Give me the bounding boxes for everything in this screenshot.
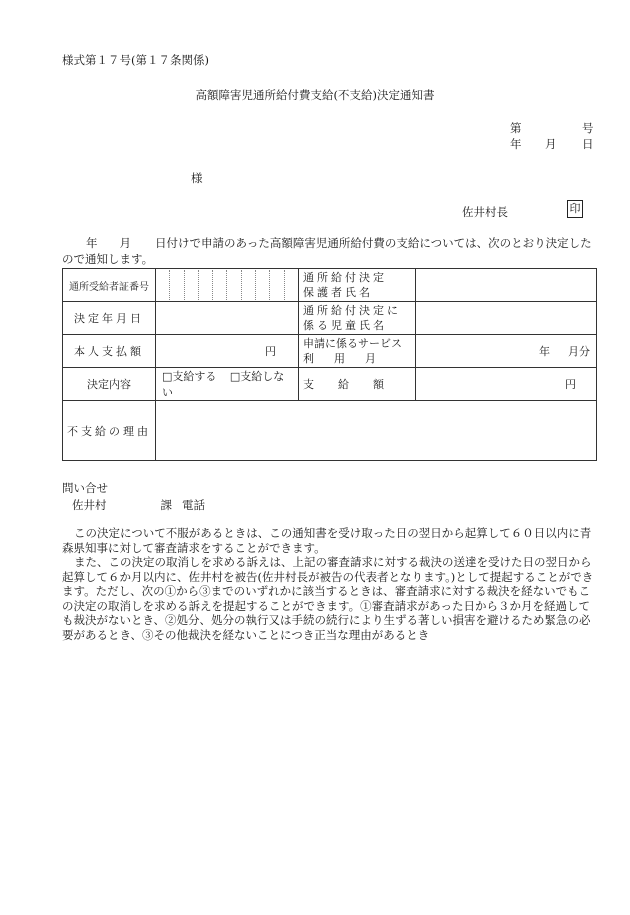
decision-options (156, 368, 299, 401)
issuer-name: 佐井村長 (462, 205, 508, 219)
inquiry-title: 問い合せ (62, 481, 108, 495)
service-month-field[interactable]: 年 月分 (416, 335, 597, 368)
appeal-notice: この決定について不服があるときは、この通知書を受け取った日の翌日から起算して６０日以内に青森県知事に対して審査請求をすることができます。 (62, 526, 592, 555)
payment-amount-field[interactable]: 円 (416, 368, 597, 401)
lawsuit-notice: また、この決定の取消しを求める訴えは、上記の審査請求に対する裁決の送達を受けた日の翌日から起算して６か月以内に、佐井村を被告(佐井村長が被告の代表者となります。)として提起することができます。ただし、次の①から③までのいずれかに該当するときは、審査請求に対する裁決を経ないでもこの決定の取消しを求める訴えを提起することができます。①審査請求があった日から３か月を経過しても裁決がないとき、②処分、処分の執行又は手続の続行により生ずる著しい損害を避けるため緊急の必要があるとき、③その他裁決を経ないことにつき正当な理由があるとき (62, 555, 594, 642)
child-name-label: 通所給付決定に 係る児童氏名 (299, 302, 416, 335)
decision-content-label: 決定内容 (63, 368, 156, 401)
intro-paragraph (62, 235, 598, 267)
self-payment-field[interactable]: 円 (156, 335, 299, 368)
issue-day-label: 日 (582, 137, 594, 151)
form-number-label: 様式第１７号(第１７条関係) (62, 53, 209, 67)
issue-month-label: 月 (545, 137, 557, 151)
guardian-name-label: 通所給付決定 保護者氏名 (299, 269, 416, 302)
self-payment-label: 本人支払額 (63, 335, 156, 368)
seal-mark: 印 (567, 200, 583, 218)
option-pay[interactable]: □支給する (162, 370, 217, 383)
intro-text: 日付けで申請のあった高額障害児通所給付費の支給については、次のとおり決定したので通知します。 (62, 236, 592, 266)
addressee-suffix: 様 (191, 171, 203, 185)
decision-table (62, 268, 597, 461)
document-title: 高額障害児通所給付費支給(不支給)決定通知書 (195, 88, 435, 102)
payment-amount-label: 支給額 (299, 368, 416, 401)
intro-month: 月 (119, 236, 131, 250)
inquiry-phone: 電話 (182, 498, 205, 512)
non-payment-reason-field[interactable] (156, 401, 597, 461)
number-suffix: 号 (582, 121, 594, 135)
decision-date-label: 決定年月日 (63, 302, 156, 335)
recipient-number-label: 通所受給者証番号 (63, 269, 156, 302)
intro-year: 年 (86, 236, 98, 250)
digit-boxes (156, 270, 298, 300)
recipient-number-field[interactable] (156, 269, 299, 302)
inquiry-contact (72, 497, 205, 513)
service-month-label: 申請に係るサービス 利用月 (299, 335, 416, 368)
number-prefix: 第 (510, 121, 522, 135)
child-name-field[interactable] (416, 302, 597, 335)
inquiry-village: 佐井村 (72, 498, 107, 512)
non-payment-reason-label: 不支給の理由 (63, 401, 156, 461)
guardian-name-field[interactable] (416, 269, 597, 302)
option-no-pay[interactable]: □支給しない (162, 370, 285, 399)
issue-year-label: 年 (510, 137, 522, 151)
decision-date-field[interactable] (156, 302, 299, 335)
inquiry-section: 課 (160, 498, 172, 512)
